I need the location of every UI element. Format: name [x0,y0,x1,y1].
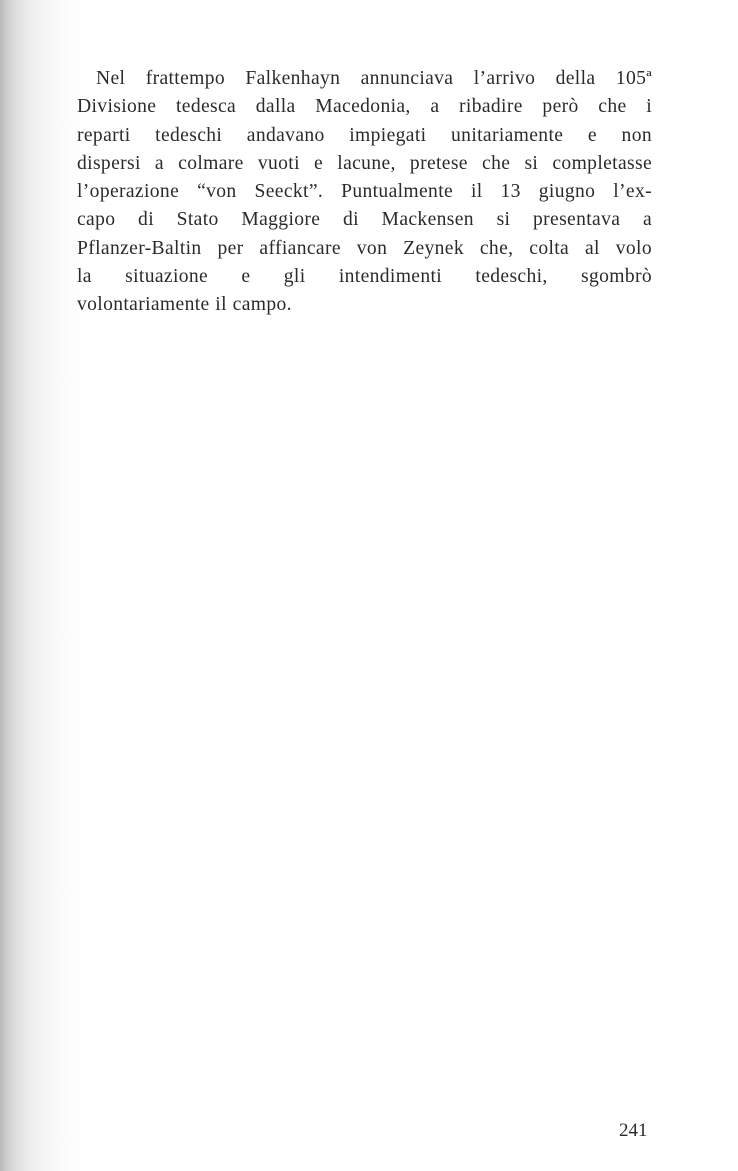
page-number: 241 [619,1120,648,1141]
paragraph-line: l’operazione “von Seeckt”. Puntualmente il 13 giugno l’ex- [77,181,652,203]
paragraph-line: la situazione e gli intendimenti tedeschi, sgombrò [77,266,652,288]
paragraph-line: Nel frattempo Falkenhayn annunciava l’arrivo della 105ª [96,68,652,89]
paragraph-line: capo di Stato Maggiore di Mackensen si presentava a [77,209,652,231]
body-paragraph [77,65,652,320]
paragraph-line: reparti tedeschi andavano impiegati unitariamente e non [77,124,652,146]
paragraph-line: Pflanzer-Baltin per affiancare von Zeynek che, colta al volo [77,237,652,259]
paragraph-line: volontariamente il campo. [77,294,292,316]
paragraph-line: Divisione tedesca dalla Macedonia, a ribadire però che i [77,96,652,118]
paragraph-line: dispersi a colmare vuoti e lacune, pretese che si completasse [77,152,652,174]
